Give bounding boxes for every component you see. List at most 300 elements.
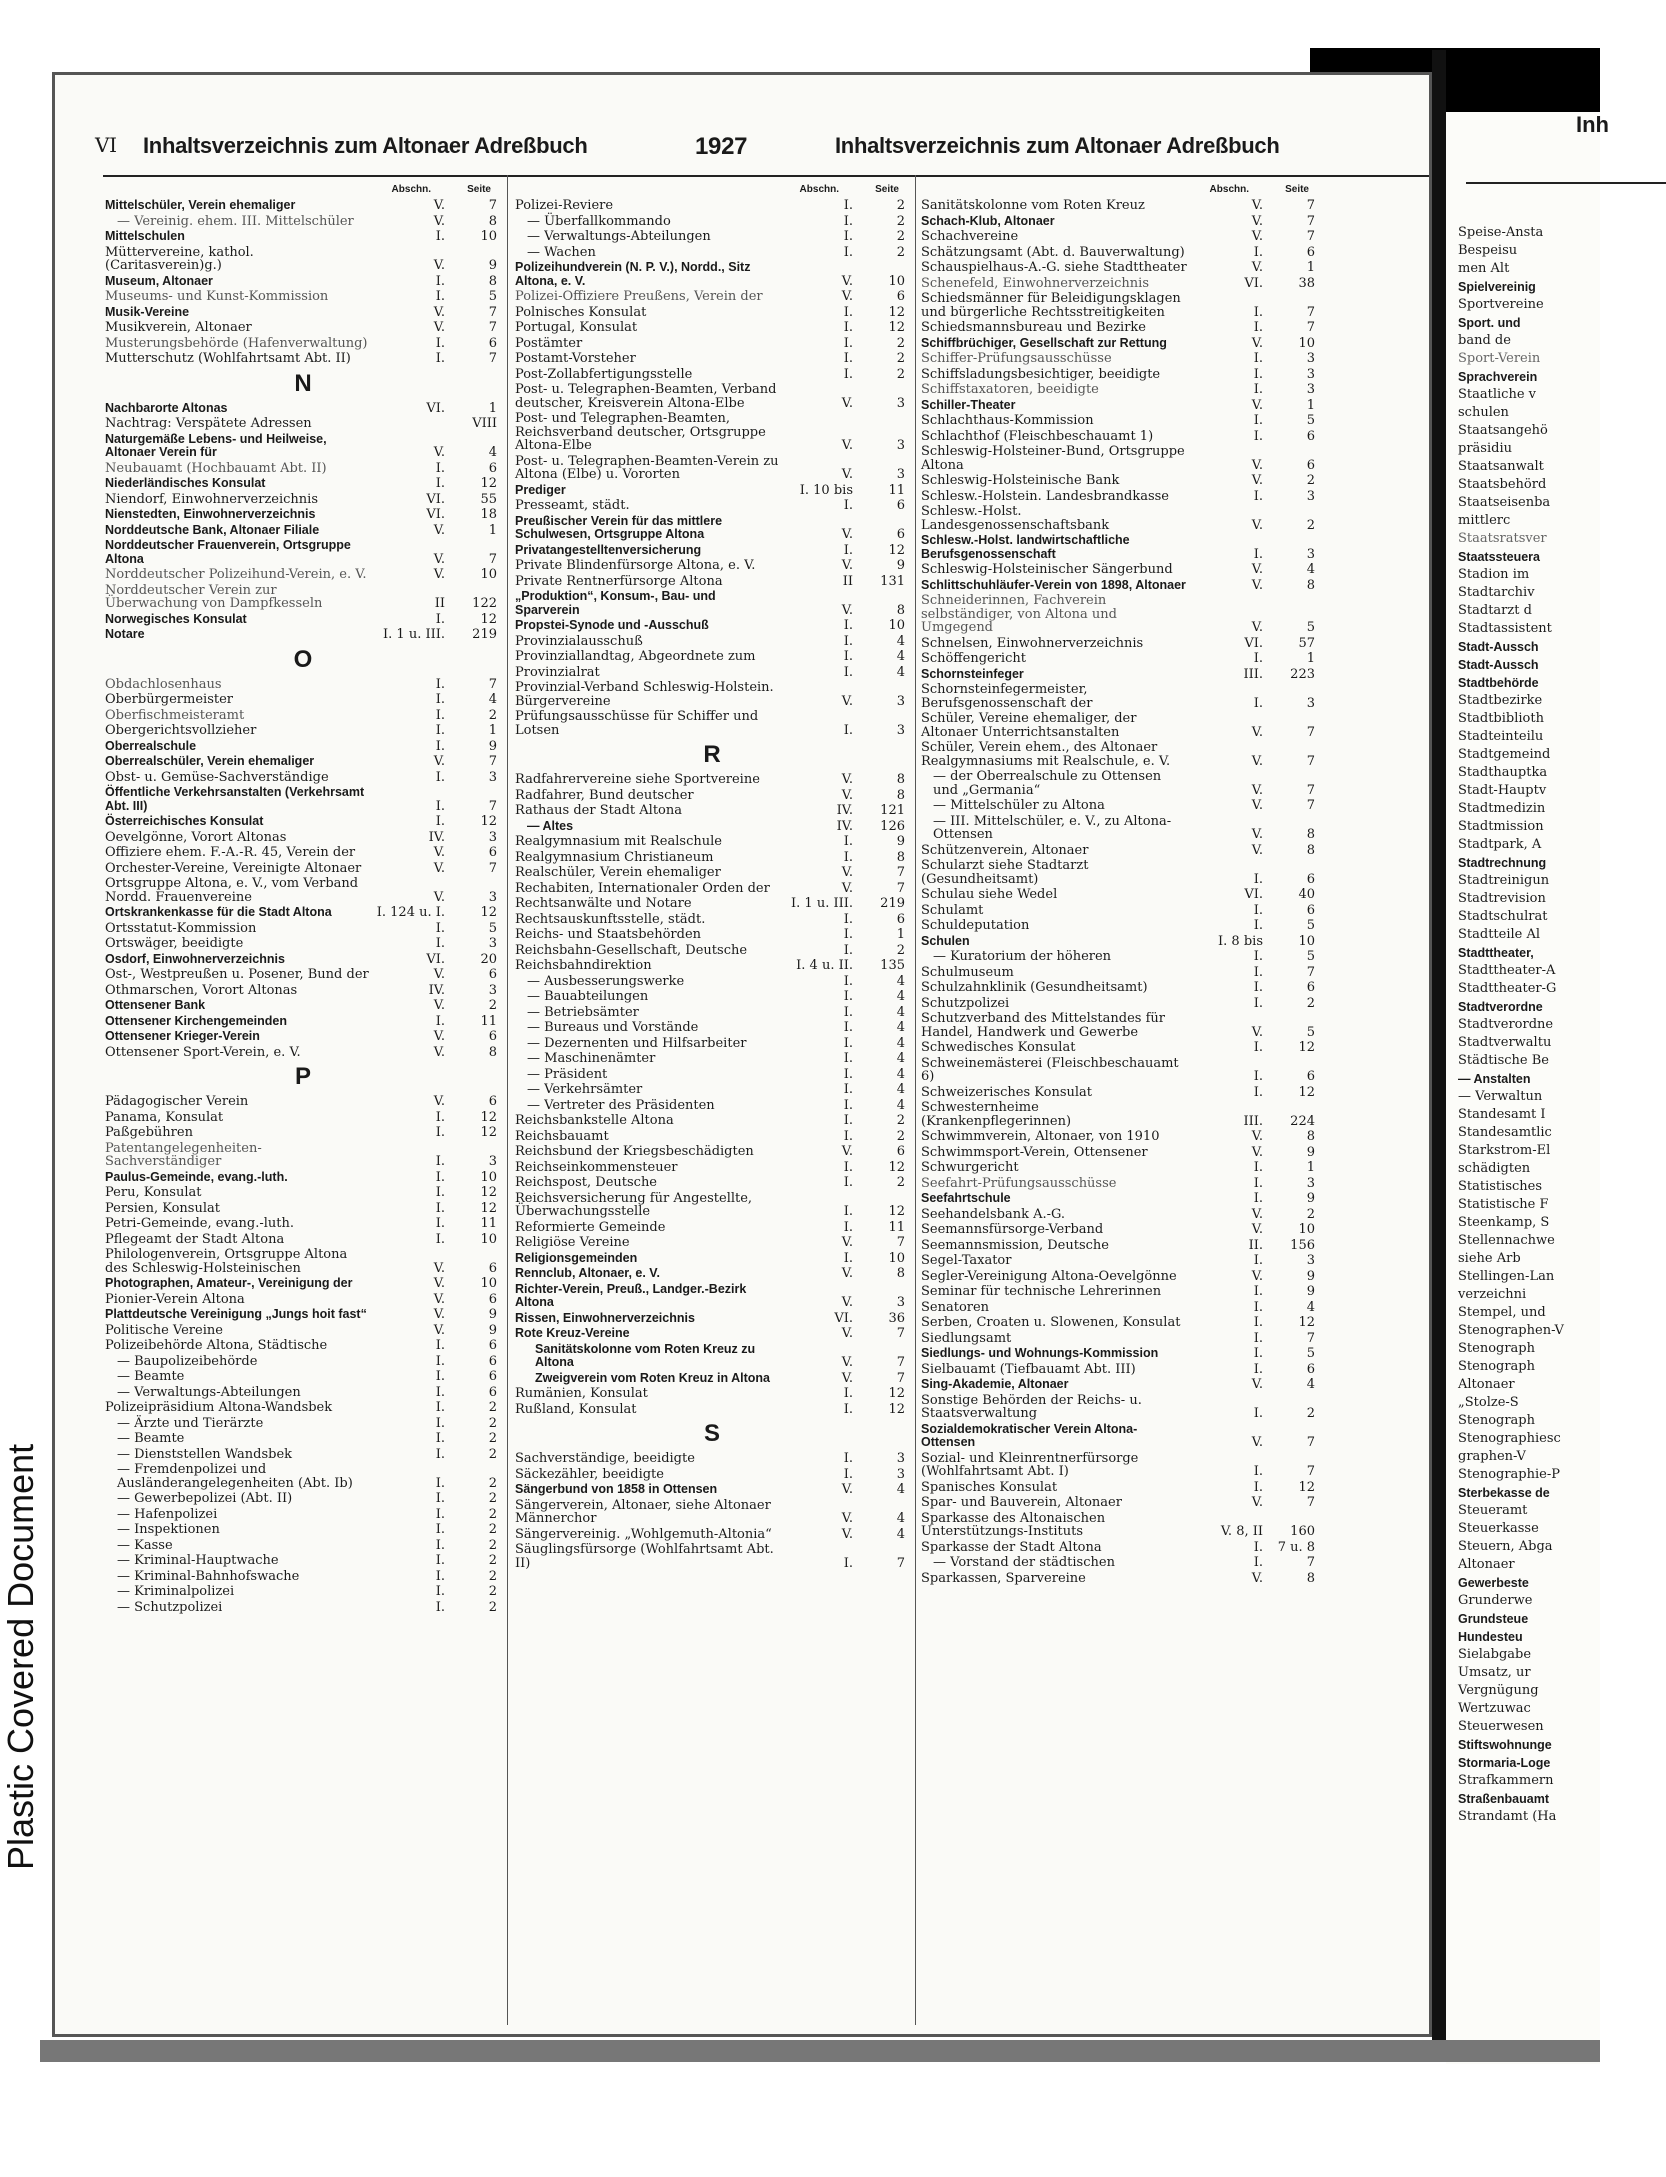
index-entry (921, 1315, 1319, 1331)
next-page-line: Stadt-Aussch (1458, 640, 1539, 654)
entry-page: 12 (480, 905, 497, 920)
entry-page: 3 (896, 722, 905, 738)
entry-section: I. (843, 335, 853, 351)
entry-page: 219 (880, 896, 905, 911)
entry-section: I. (1253, 1175, 1263, 1191)
column-header-page: Seite (875, 184, 899, 195)
entry-page: 11 (888, 482, 905, 498)
entry-section: I. (843, 366, 853, 382)
entry-page: 12 (888, 1204, 905, 1219)
entry-title: Schiedsmänner für Beleidigungsklagen und bürgerliche Rechtsstreitigkeiten (921, 291, 1181, 320)
entry-page: 156 (1290, 1237, 1315, 1253)
entry-title: Norwegisches Konsulat (105, 611, 247, 626)
next-page-line: Steenkamp, S (1458, 1215, 1550, 1230)
entry-page: 8 (896, 602, 905, 618)
entry-page: 126 (880, 818, 905, 834)
entry-section: I. (1253, 1299, 1263, 1315)
entry-section: I. (435, 814, 445, 829)
index-entry (105, 1323, 501, 1339)
index-entry (515, 1098, 909, 1114)
entry-title: Petri-Gemeinde, evang.-luth. (105, 1216, 295, 1231)
entry-section: I. (843, 989, 853, 1004)
entry-page: 7 (1306, 304, 1315, 320)
index-entry (515, 803, 909, 819)
entry-page: 9 (1306, 1191, 1315, 1206)
entry-page: 12 (1298, 1040, 1315, 1055)
index-entry (105, 1569, 501, 1585)
index-entry (921, 245, 1319, 261)
entry-title: Niederländisches Konsulat (105, 476, 266, 490)
entry-page: 6 (896, 911, 905, 927)
entry-page: 11 (480, 1216, 497, 1231)
entry-page: 11 (888, 1219, 905, 1235)
entry-page: 10 (480, 1276, 497, 1291)
next-page-line: Stadtbezirke (1458, 693, 1543, 708)
entry-page: 2 (896, 366, 905, 382)
entry-title: Siedlungs- und Wohnungs-Kommission (921, 1346, 1159, 1360)
entry-title: Reichsbahn-Gesellschaft, Deutsche (515, 942, 748, 958)
entry-page: 11 (480, 1013, 497, 1029)
next-page-line: graphen-V (1458, 1449, 1526, 1464)
index-entry (105, 214, 501, 230)
entry-section: V. (1251, 229, 1263, 244)
next-page-line: Stadtbehörde (1458, 676, 1539, 690)
entry-title: Reichsversicherung für Angestellte, Überwachungsstelle (515, 1190, 753, 1219)
next-page-line: Stadtgemeind (1458, 747, 1551, 762)
entry-title: — III. Mittelschüler, e. V., zu Altona-Ottensen (933, 813, 1172, 842)
index-entry (515, 289, 909, 305)
column-header-section: Abschn. (799, 184, 839, 195)
entry-section: I. (435, 1584, 445, 1599)
index-entry (105, 507, 501, 523)
entry-section: VI. (426, 491, 445, 507)
entry-section: I. (843, 911, 853, 927)
entry-page: 7 (1306, 1464, 1315, 1479)
entry-section: I. (435, 1475, 445, 1491)
entry-section: I. (843, 1020, 853, 1035)
index-entry (105, 627, 501, 643)
index-entry (105, 1400, 501, 1416)
entry-title: Sparkassen, Sparvereine (921, 1570, 1086, 1586)
entry-section: VI. (1244, 887, 1263, 902)
index-entry (105, 245, 501, 274)
entry-title: Senatoren (921, 1299, 990, 1315)
entry-title: Othmarschen, Vorort Altonas (105, 982, 298, 998)
next-page-line: Speise-Ansta (1458, 225, 1544, 240)
entry-section: I. (1253, 1160, 1263, 1175)
entry-section: I. (435, 229, 445, 244)
next-page-line: Stadtverordne (1458, 1017, 1554, 1032)
index-entry (921, 1129, 1319, 1145)
index-entry (515, 819, 909, 835)
entry-page: 6 (488, 335, 497, 351)
entry-page: 7 (1306, 753, 1315, 769)
header-title-right: Inhaltsverzeichnis zum Altonaer Adreßbuch (835, 133, 1280, 158)
entry-page: 4 (1306, 1377, 1315, 1392)
index-entry (515, 382, 909, 411)
index-entry (921, 651, 1319, 667)
entry-section: V. (841, 880, 853, 896)
index-entry (921, 887, 1319, 903)
next-page-line: Strafkammern (1458, 1773, 1554, 1788)
entry-title: Sanitätskolonne vom Roten Kreuz zu Altona (535, 1341, 756, 1369)
entry-section: I. (843, 1175, 853, 1190)
entry-page: 4 (1306, 1299, 1315, 1315)
entry-title: Schwesternheime (Krankenpflegerinnen) (921, 1100, 1072, 1129)
entry-section: V. (841, 1144, 853, 1159)
entry-section: V. (841, 1355, 853, 1370)
entry-page: 2 (488, 1599, 497, 1615)
index-entry (105, 612, 501, 628)
entry-page: 12 (888, 1401, 905, 1417)
index-entry (921, 1160, 1319, 1176)
entry-page: 5 (1306, 1024, 1315, 1040)
entry-title: Schornsteinfeger (921, 666, 1024, 681)
entry-section: I. (1253, 651, 1263, 666)
entry-section: I. (843, 1051, 853, 1066)
section-letter: R (703, 741, 721, 768)
section-letter: O (293, 645, 313, 673)
entry-page: 2 (488, 1431, 497, 1446)
entry-page: 7 (1306, 213, 1315, 229)
next-page-line: Staatssteuera (1458, 550, 1540, 564)
index-entry (515, 214, 909, 230)
entry-section: I. (435, 1522, 445, 1537)
entry-title: Polnisches Konsulat (515, 304, 647, 320)
index-entry (515, 1467, 909, 1483)
entry-title: Reichsbauamt (515, 1128, 609, 1144)
index-entry (921, 473, 1319, 489)
entry-title: Schlachthof (Fleischbeschauamt 1) (921, 428, 1154, 444)
index-entry (105, 274, 501, 290)
entry-title: — Verwaltungs-Abteilungen (527, 229, 711, 244)
entry-page: 6 (488, 1094, 497, 1109)
index-entry (921, 1100, 1319, 1129)
entry-section: I. (843, 973, 853, 989)
entry-title: Schwurgericht (921, 1160, 1019, 1175)
entry-title: Österreichisches Konsulat (105, 814, 264, 828)
entry-title: Schwimmverein, Altonaer, von 1910 (921, 1129, 1160, 1144)
index-entry (105, 905, 501, 921)
index-entry (921, 593, 1319, 636)
next-page-line: Staatsbehörd (1458, 477, 1547, 492)
index-entry (921, 504, 1319, 533)
index-entry (515, 1160, 909, 1176)
entry-section: I. (1253, 428, 1263, 444)
entry-section: I. (843, 1113, 853, 1128)
index-entry (515, 943, 909, 959)
entry-page: 9 (488, 1307, 497, 1322)
entry-page: 9 (1306, 1144, 1315, 1160)
index-entry (921, 1011, 1319, 1040)
entry-title: Säuglingsfürsorge (Wohlfahrtsamt Abt. II) (515, 1542, 774, 1571)
entry-page: 6 (1306, 1361, 1315, 1377)
entry-page: 7 u. 8 (1277, 1539, 1315, 1555)
entry-title: Ortswäger, beeidigte (105, 936, 244, 951)
entry-page: 8 (488, 1044, 497, 1060)
entry-title: Ortsgruppe Altona, e. V., vom Verband Nordd. Frauenvereine (105, 876, 359, 905)
index-entry (921, 578, 1319, 594)
index-entry (105, 1110, 501, 1126)
entry-title: Schöffengericht (921, 651, 1026, 666)
entry-page: 7 (896, 865, 905, 880)
index-column-2 (515, 180, 909, 1571)
next-page-line: Stadtmedizin (1458, 801, 1546, 816)
entry-section: V. (1251, 457, 1263, 473)
index-entry (921, 1362, 1319, 1378)
entry-title: Schlesw.-Holst. Landesgenossenschaftsbank (921, 504, 1110, 533)
entry-section: I. (1253, 1479, 1263, 1495)
entry-section: V. (841, 772, 853, 787)
entry-section: V. (841, 467, 853, 482)
entry-page: 20 (480, 951, 497, 967)
entry-section: I. (435, 289, 445, 304)
entry-page: 12 (1298, 1084, 1315, 1100)
index-entry (105, 1141, 501, 1170)
entry-section: V. (1251, 577, 1263, 593)
index-entry (105, 1538, 501, 1554)
entry-page: 6 (1306, 428, 1315, 444)
entry-title: Sielbauamt (Tiefbauamt Abt. III) (921, 1361, 1136, 1377)
entry-title: Ottensener Kirchengemeinden (105, 1013, 287, 1028)
index-entry (105, 1170, 501, 1186)
entry-title: Segel-Taxator (921, 1253, 1012, 1268)
entry-page: 3 (1306, 1175, 1315, 1191)
entry-section: I. (843, 1082, 853, 1097)
entry-page: 10 (888, 1250, 905, 1266)
entry-page: 3 (1306, 366, 1315, 382)
entry-section: I. (843, 1250, 853, 1266)
entry-page: 3 (1306, 546, 1315, 562)
entry-title: Sachverständige, beeidigte (515, 1451, 695, 1466)
entry-title: Seemannsfürsorge-Verband (921, 1222, 1104, 1237)
index-entry (515, 974, 909, 990)
entry-section: I. (435, 738, 445, 754)
entry-title: — Ausbesserungswerke (527, 973, 685, 989)
entry-title: Rissen, Einwohnerverzeichnis (515, 1310, 695, 1325)
entry-title: Sanitätskolonne vom Roten Kreuz (921, 198, 1145, 213)
entry-section: V. (841, 289, 853, 304)
next-page-line: schulen (1458, 405, 1509, 420)
entry-title: Notare (105, 627, 145, 641)
entry-title: — Maschinenämter (527, 1051, 656, 1066)
next-page-line: Stadt-Aussch (1458, 658, 1539, 672)
entry-page: 8 (488, 273, 497, 289)
index-entry (515, 649, 909, 665)
index-entry (515, 1527, 909, 1543)
index-entry (105, 876, 501, 905)
entry-title: Schlesw.-Holstein. Landesbrandkasse (921, 488, 1169, 504)
entry-page: 18 (480, 507, 497, 522)
entry-title: Schularzt siehe Stadtarzt (Gesundheitsamt) (921, 858, 1089, 887)
entry-section: I. (1253, 1069, 1263, 1084)
entry-title: „Produktion“, Konsum-, Bau- und Sparverein (515, 589, 716, 617)
entry-title: Schulzahnklinik (Gesundheitsamt) (921, 980, 1148, 995)
entry-title: Reichsbankstelle Altona (515, 1113, 674, 1128)
entry-page: 1 (1306, 397, 1315, 413)
entry-page: 5 (488, 920, 497, 936)
entry-page: 10 (480, 229, 497, 244)
entry-page: 7 (1306, 1495, 1315, 1510)
entry-title: Schiffstaxatoren, beeidigte (921, 382, 1099, 397)
entry-page: 131 (880, 573, 905, 589)
entry-title: Realgymnasium mit Realschule (515, 834, 722, 849)
entry-page: 4 (896, 989, 905, 1004)
entry-section: V. (433, 522, 445, 538)
entry-title: Reichsbund der Kriegsbeschädigten (515, 1144, 754, 1159)
entry-title: — Kuratorium der höheren (933, 949, 1112, 964)
entry-page: 40 (1298, 887, 1315, 902)
next-page-line: Sprachverein (1458, 370, 1538, 384)
entry-title: Musik-Vereine (105, 304, 190, 319)
entry-title: Nachbarorte Altonas (105, 400, 228, 415)
entry-page: 4 (896, 1097, 905, 1113)
entry-page: 9 (488, 258, 497, 273)
index-entry (921, 398, 1319, 414)
entry-title: Rennclub, Altonaer, e. V. (515, 1266, 660, 1280)
index-entry (515, 1342, 909, 1371)
entry-title: Polizei-Reviere (515, 198, 614, 213)
entry-title: Peru, Konsulat (105, 1185, 202, 1200)
next-page-line: Stadt-Hauptv (1458, 783, 1547, 798)
entry-title: Schnelsen, Einwohnerverzeichnis (921, 635, 1144, 651)
index-entry (921, 1056, 1319, 1085)
entry-page: 6 (488, 967, 497, 982)
entry-title: Private Blindenfürsorge Altona, e. V. (515, 558, 756, 573)
entry-section: I. (843, 198, 853, 213)
entry-page: 4 (896, 1511, 905, 1526)
index-entry (515, 1067, 909, 1083)
next-page-strip (1446, 112, 1609, 2064)
entry-section: I. (843, 1466, 853, 1482)
entry-page: 121 (880, 803, 905, 818)
entry-page: 7 (896, 880, 905, 896)
index-entry (105, 583, 501, 612)
index-entry (105, 936, 501, 952)
entry-page: 1 (1306, 260, 1315, 275)
index-entry (515, 1113, 909, 1129)
index-entry (515, 351, 909, 367)
entry-title: Schwimmsport-Verein, Ottensener (921, 1144, 1148, 1160)
index-entry (105, 692, 501, 708)
index-entry (105, 198, 501, 214)
index-entry (105, 567, 501, 583)
entry-page: 1 (1306, 1160, 1315, 1175)
entry-title: Säckezähler, beeidigte (515, 1466, 664, 1482)
entry-section: I. (1253, 351, 1263, 366)
index-entry (105, 983, 501, 999)
index-entry (921, 1300, 1319, 1316)
entry-page: 3 (488, 936, 497, 951)
entry-page: 2 (488, 1400, 497, 1415)
index-entry (515, 1282, 909, 1311)
entry-title: — Wachen (527, 244, 596, 260)
index-entry (921, 1284, 1319, 1300)
index-entry (105, 289, 501, 305)
index-entry (515, 411, 909, 454)
entry-section: V. (1251, 473, 1263, 488)
entry-section: I. (843, 542, 853, 558)
entry-page: 10 (480, 567, 497, 582)
index-entry (515, 1542, 909, 1571)
entry-title: Ottensener Sport-Verein, e. V. (105, 1044, 301, 1060)
entry-title: Schleswig-Holsteinischer Sängerbund (921, 562, 1173, 577)
entry-section: I. (843, 1097, 853, 1113)
entry-section: V. (841, 602, 853, 618)
entry-title: — Präsident (527, 1066, 608, 1082)
entry-page: 7 (1306, 782, 1315, 798)
index-entry (921, 1040, 1319, 1056)
entry-page: 12 (1298, 1479, 1315, 1495)
entry-page: 160 (1290, 1524, 1315, 1539)
entry-page: 2 (488, 1415, 497, 1431)
entry-section: V. (433, 1276, 445, 1291)
entry-page: 3 (488, 829, 497, 845)
entry-title: Privatangestelltenversicherung (515, 542, 702, 557)
index-entry (515, 514, 909, 543)
index-entry (515, 1482, 909, 1498)
index-entry (105, 1338, 501, 1354)
entry-title: Richter-Verein, Preuß., Landger.-Bezirk Altona (515, 1281, 747, 1309)
entry-title: Religionsgemeinden (515, 1250, 638, 1265)
entry-page: 6 (488, 1384, 497, 1400)
entry-section: I. (435, 1353, 445, 1369)
entry-section: V. (1251, 213, 1263, 229)
entry-section: V. (841, 1326, 853, 1341)
entry-title: Paßgebühren (105, 1125, 193, 1140)
entry-page: 6 (1306, 871, 1315, 887)
next-page-line: Sport-Verein (1458, 351, 1541, 366)
entry-section: I. (435, 1553, 445, 1568)
entry-section: I. (843, 1451, 853, 1466)
entry-page: 10 (480, 1231, 497, 1247)
entry-page: 38 (1298, 275, 1315, 291)
entry-page: 7 (896, 1555, 905, 1571)
entry-title: Spar- und Bauverein, Altonaer (921, 1495, 1122, 1510)
entry-section: I. (1253, 918, 1263, 933)
entry-title: Musikverein, Altonaer (105, 320, 252, 335)
next-page-line: siehe Arb (1458, 1251, 1521, 1266)
entry-section: I. (435, 1568, 445, 1584)
entry-page: 5 (1306, 918, 1315, 933)
entry-title: Schiller-Theater (921, 397, 1016, 412)
entry-page: 7 (488, 676, 497, 692)
index-entry (515, 881, 909, 897)
entry-section: V. (1251, 1129, 1263, 1144)
entry-title: Rechtsanwälte und Notare (515, 896, 692, 911)
entry-page: 4 (1306, 562, 1315, 577)
index-entry (921, 682, 1319, 711)
entry-section: V. (841, 865, 853, 880)
entry-page: 10 (888, 273, 905, 289)
entry-page: 7 (896, 1370, 905, 1386)
entry-section: I. (1253, 871, 1263, 887)
entry-section: V. (1251, 1570, 1263, 1586)
entry-title: Obst- u. Gemüse-Sachverständige (105, 769, 329, 785)
entry-section: I. (843, 1204, 853, 1219)
next-page-line: schädigten (1458, 1161, 1531, 1176)
index-entry (921, 1377, 1319, 1393)
entry-title: — Kriminalpolizei (117, 1584, 235, 1599)
index-entry (105, 1354, 501, 1370)
entry-section: I. (843, 229, 853, 244)
index-entry (105, 336, 501, 352)
entry-title: — Dienststellen Wandsbek (117, 1446, 293, 1462)
next-page-line: Sport. und (1458, 316, 1521, 330)
index-entry (105, 677, 501, 693)
entry-page: 4 (896, 1526, 905, 1542)
entry-section: I. (843, 618, 853, 633)
